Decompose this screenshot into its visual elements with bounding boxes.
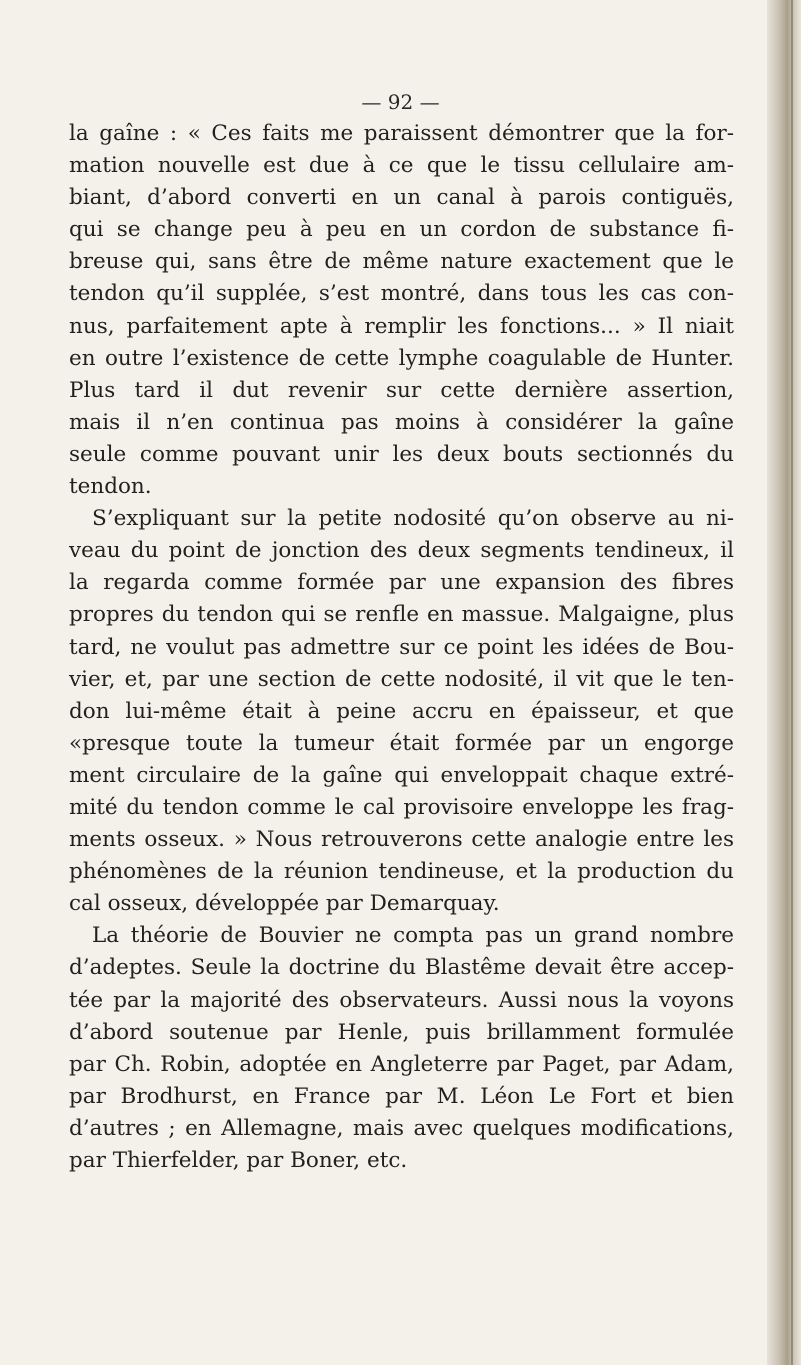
text-line: La théorie de Bouvier ne compta pas un grand nombre — [92, 923, 734, 949]
text-line: mation nouvelle est due à ce que le tissu cellulaire am- — [69, 153, 734, 179]
text-line: don lui-même était à peine accru en épaisseur, et que — [69, 698, 734, 724]
text-line: par Thierfelder, par Boner, etc. — [69, 1148, 408, 1173]
text-line: en outre l’existence de cette lymphe coagulable de Hunter. — [69, 345, 734, 371]
text-line: phénomènes de la réunion tendineuse, et la production du — [69, 859, 734, 885]
text-line: nus, parfaitement apte à remplir les fonctions... » Il niait — [69, 313, 734, 339]
text-line: mais il n’en continua pas moins à considérer la gaîne — [69, 409, 734, 435]
text-line: S’expliquant sur la petite nodosité qu’on observe au ni- — [92, 506, 734, 532]
text-line: «presque toute la tumeur était formée par un engorge — [69, 730, 734, 756]
body-text — [69, 118, 734, 1177]
text-line: biant, d’abord converti en un canal à parois contiguës, — [69, 185, 734, 211]
text-line: mité du tendon comme le cal provisoire enveloppe les frag- — [69, 794, 734, 820]
text-line: cal osseux, développée par Demarquay. — [69, 891, 500, 917]
text-line: par Brodhurst, en France par M. Léon Le Fort et bien — [69, 1083, 734, 1109]
text-line: par Ch. Robin, adoptée en Angleterre par Paget, par Adam, — [69, 1051, 734, 1077]
text-line: la regarda comme formée par une expansion des fibres — [69, 570, 734, 596]
text-line: tée par la majorité des observateurs. Aussi nous la voyons — [69, 987, 734, 1013]
page-edge-shadow — [767, 0, 801, 1365]
text-line: qui se change peu à peu en un cordon de substance fi- — [69, 217, 734, 243]
text-line: la gaîne : « Ces faits me paraissent démontrer que la for- — [69, 121, 734, 146]
text-line: veau du point de jonction des deux segments tendineux, il — [69, 538, 734, 564]
text-line: seule comme pouvant unir les deux bouts sectionnés du — [69, 441, 734, 467]
page-number: — 92 — — [361, 90, 440, 114]
text-line: tendon qu’il supplée, s’est montré, dans tous les cas con- — [69, 281, 734, 307]
text-line: tendon. — [69, 474, 152, 500]
text-line: d’abord soutenue par Henle, puis brillamment formulée — [69, 1019, 734, 1045]
page-edge-line — [791, 0, 793, 1365]
text-line: propres du tendon qui se renfle en massue. Malgaigne, plus — [69, 602, 734, 628]
text-line: d’autres ; en Allemagne, mais avec quelques modifications, — [69, 1115, 734, 1141]
text-line: ments osseux. » Nous retrouverons cette analogie entre les — [69, 827, 734, 853]
text-line: ment circulaire de la gaîne qui enveloppait chaque extré- — [69, 762, 734, 788]
text-line: d’adeptes. Seule la doctrine du Blastême devait être accep- — [69, 955, 734, 981]
text-line: breuse qui, sans être de même nature exactement que le — [69, 249, 734, 275]
text-line: vier, et, par une section de cette nodosité, il vit que le ten- — [69, 666, 734, 692]
text-line: tard, ne voulut pas admettre sur ce point les idées de Bou- — [69, 634, 734, 660]
text-line: Plus tard il dut revenir sur cette dernière assertion, — [69, 377, 734, 403]
